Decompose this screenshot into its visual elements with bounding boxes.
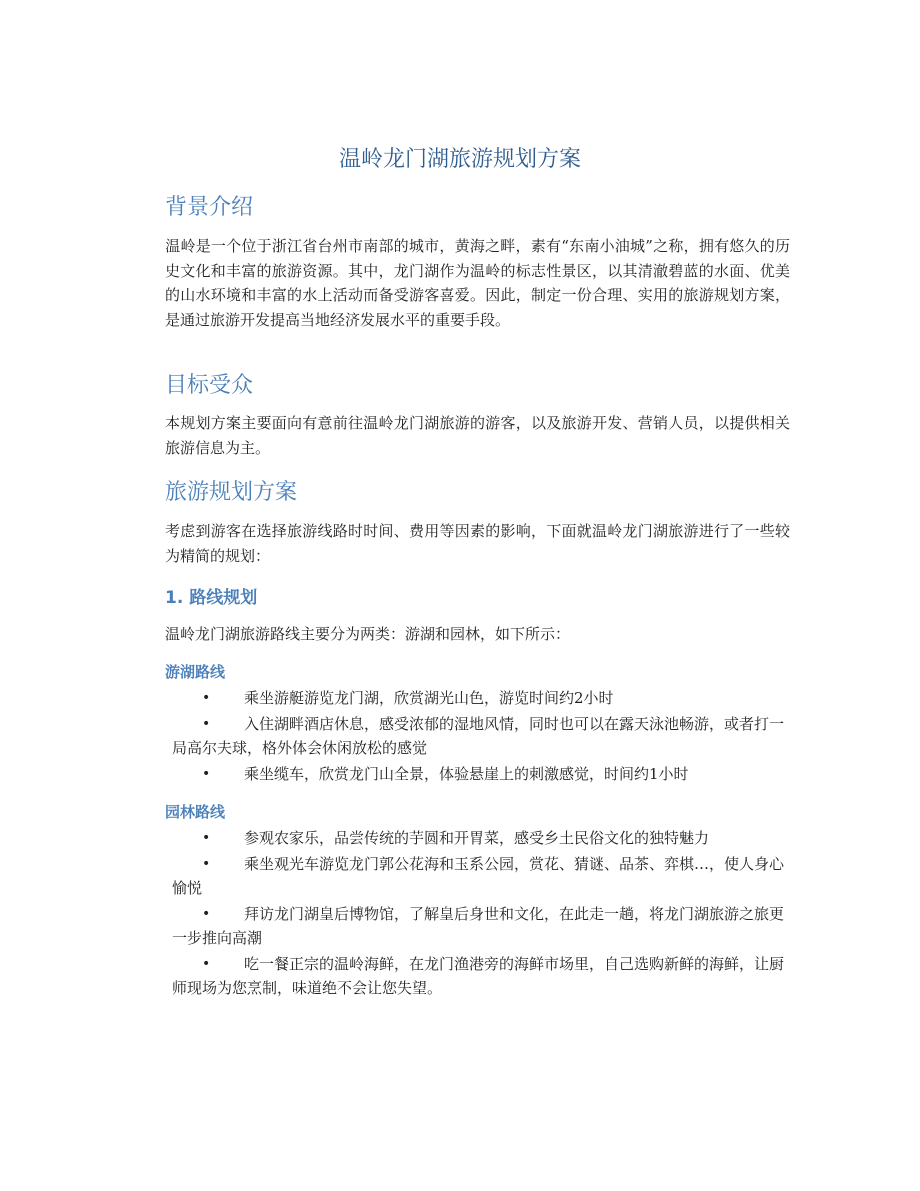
heading-audience: 目标受众 (165, 373, 254, 398)
bullet-icon: • (202, 830, 211, 846)
heading-plan: 旅游规划方案 (165, 480, 298, 505)
list-item: • 入住湖畔酒店休息，感受浓郁的湿地风情，同时也可以在露天泳池畅游，或者打一局高尔夫球，格外体会休闲放松的感觉 (172, 712, 787, 761)
audience-paragraph: 本规划方案主要面向有意前往温岭龙门湖旅游的游客，以及旅游开发、营销人员，以提供相关旅游信息为主。 (165, 414, 790, 457)
garden-route-list (172, 826, 787, 1002)
bullet-icon: • (202, 905, 211, 922)
list-item: • 拜访龙门湖皇后博物馆，了解皇后身世和文化，在此走一趟，将龙门湖旅游之旅更一步推向高潮 (172, 902, 787, 951)
list-item: • 乘坐观光车游览龙门郭公花海和玉系公园，赏花、猜谜、品茶、弈棋…，使人身心愉悦 (172, 852, 787, 901)
list-item: • 参观农家乐，品尝传统的芋圆和开胃菜，感受乡土民俗文化的独特魅力 (172, 826, 787, 851)
list-item: • 乘坐缆车，欣赏龙门山全景，体验悬崖上的刺激感觉，时间约1小时 (172, 762, 787, 787)
bullet-icon: • (202, 855, 211, 872)
bullet-icon: • (202, 690, 211, 706)
bullet-icon: • (202, 765, 211, 782)
list-item: • 吃一餐正宗的温岭海鲜，在龙门渔港旁的海鲜市场里，自己选购新鲜的海鲜，让厨师现场为您烹制，味道绝不会让您失望。 (172, 952, 787, 1001)
page-title: 温岭龙门湖旅游规划方案 (338, 147, 581, 172)
background-paragraph: 温岭是一个位于浙江省台州市南部的城市，黄海之畔，素有“东南小油城”之称，拥有悠久的历史文化和丰富的旅游资源。其中，龙门湖作为温岭的标志性景区，以其清澈碧蓝的水面、优美的山水环境和丰富的水上活动而备受游客喜爱。因此，制定一份合理、实用的旅游规划方案，是通过旅游开发提高当地经济发展水平的重要手段。 (165, 237, 790, 329)
heading-route-planning: 1. 路线规划 (165, 588, 258, 608)
bullet-icon: • (202, 955, 211, 972)
route-intro-paragraph: 温岭龙门湖旅游路线主要分为两类：游湖和园林，如下所示： (165, 625, 571, 643)
heading-background: 背景介绍 (165, 195, 254, 220)
plan-intro-paragraph: 考虑到游客在选择旅游线路时时间、费用等因素的影响，下面就温岭龙门湖旅游进行了一些较为精简的规划： (165, 522, 790, 565)
bullet-icon: • (202, 715, 211, 732)
heading-lake-route: 游湖路线 (165, 663, 226, 681)
list-item: • 乘坐游艇游览龙门湖，欣赏湖光山色，游览时间约2小时 (172, 686, 787, 711)
lake-route-list (172, 686, 787, 787)
heading-garden-route: 园林路线 (165, 803, 226, 821)
